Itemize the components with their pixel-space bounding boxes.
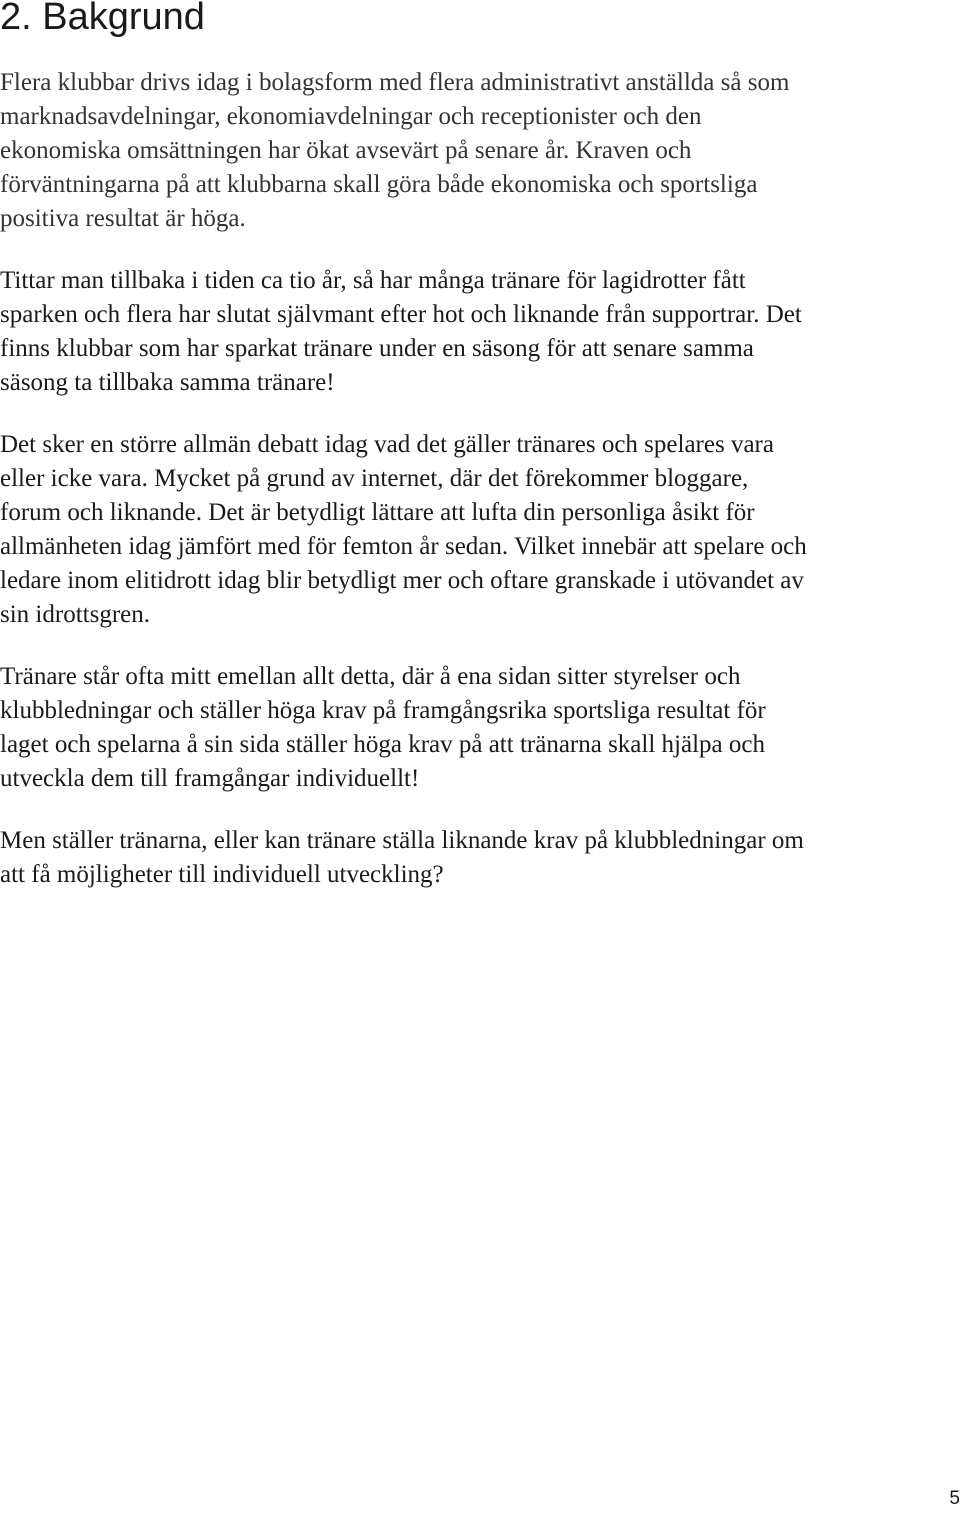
paragraph-line: att få möjligheter till individuell utveckling? — [0, 861, 444, 888]
paragraph-question — [0, 824, 958, 892]
paragraph-line: Flera klubbar drivs idag i bolagsform med flera administrativt anställda så som — [0, 69, 790, 96]
section-heading: 2. Bakgrund — [0, 0, 205, 38]
paragraph-line: forum och liknande. Det är betydligt lättare att lufta din personliga åsikt för — [0, 499, 755, 526]
paragraph-line: klubbledningar och ställer höga krav på framgångsrika sportsliga resultat för — [0, 697, 766, 724]
paragraph-line: Tittar man tillbaka i tiden ca tio år, så har många tränare för lagidrotter fått — [0, 267, 746, 294]
paragraph-line: Det sker en större allmän debatt idag vad det gäller tränares och spelares vara — [0, 431, 774, 458]
paragraph-line: positiva resultat är höga. — [0, 205, 246, 232]
paragraph-intro — [0, 66, 958, 236]
paragraph-line: säsong ta tillbaka samma tränare! — [0, 369, 335, 396]
paragraph-line: Men ställer tränarna, eller kan tränare ställa liknande krav på klubbledningar om — [0, 827, 804, 854]
paragraph-line: förväntningarna på att klubbarna skall göra både ekonomiska och sportsliga — [0, 171, 758, 198]
paragraph-coaches-history — [0, 264, 958, 400]
paragraph-line: allmänheten idag jämfört med för femton år sedan. Vilket innebär att spelare och — [0, 533, 807, 560]
paragraph-line: marknadsavdelningar, ekonomiavdelningar och receptionister och den — [0, 103, 702, 130]
paragraph-line: sin idrottsgren. — [0, 601, 150, 628]
paragraph-line: utveckla dem till framgångar individuellt! — [0, 765, 420, 792]
paragraph-line: ekonomiska omsättningen har ökat avsevärt på senare år. Kraven och — [0, 137, 692, 164]
paragraph-line: finns klubbar som har sparkat tränare under en säsong för att senare samma — [0, 335, 754, 362]
body-text — [0, 66, 958, 920]
paragraph-line: ledare inom elitidrott idag blir betydligt mer och oftare granskade i utövandet av — [0, 567, 804, 594]
page-number: 5 — [949, 1488, 960, 1509]
paragraph-coach-position — [0, 660, 958, 796]
paragraph-line: eller icke vara. Mycket på grund av internet, där det förekommer bloggare, — [0, 465, 749, 492]
paragraph-line: Tränare står ofta mitt emellan allt detta, där å ena sidan sitter styrelser och — [0, 663, 741, 690]
paragraph-line: sparken och flera har slutat självmant efter hot och liknande från supportrar. Det — [0, 301, 802, 328]
paragraph-public-debate — [0, 428, 958, 632]
paragraph-line: laget och spelarna å sin sida ställer höga krav på att tränarna skall hjälpa och — [0, 731, 765, 758]
